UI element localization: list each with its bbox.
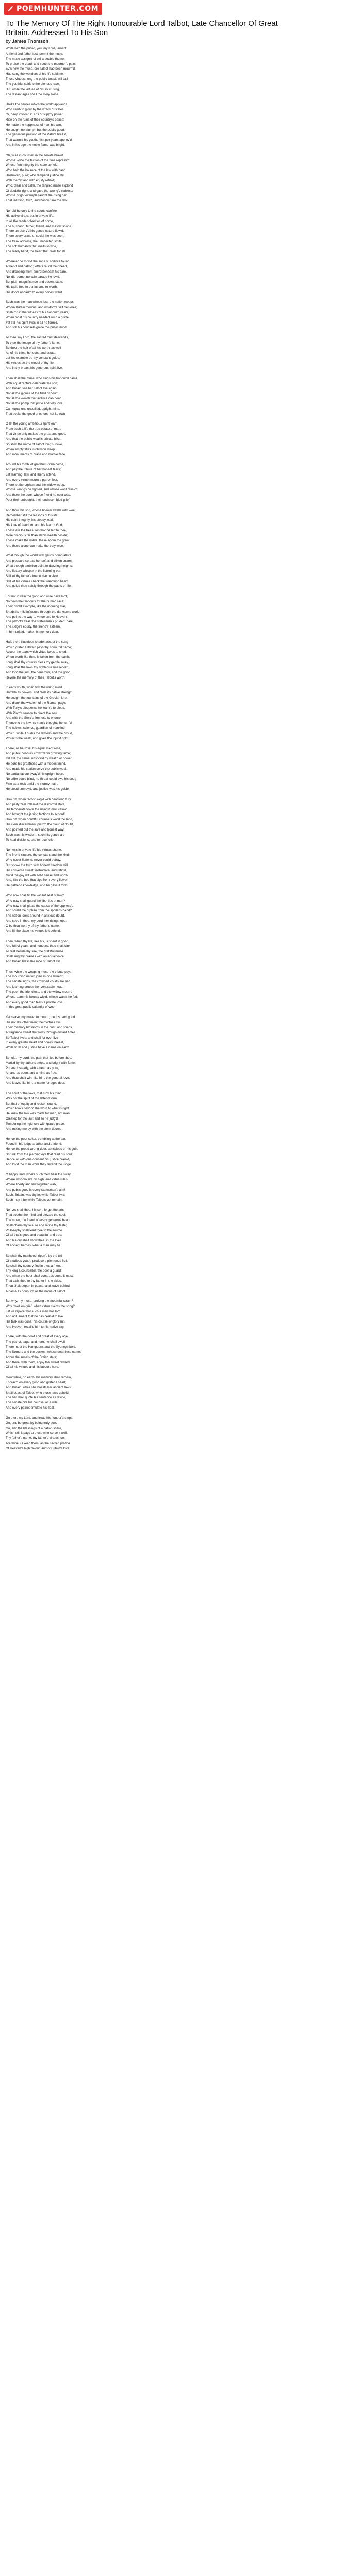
poem-line: And every good man feels a private loss	[6, 1000, 63, 1004]
poem-line: His temperate voice the rising tumult calm'd,	[6, 807, 69, 811]
poem-line: And every virtue mourn a patron lost.	[6, 478, 58, 482]
poem-line: He stood unmov'd, and justice was his guide.	[6, 787, 70, 791]
poem-line: Philosophy shall lead thee to the source	[6, 1228, 62, 1232]
poem-line: And flattery whisper in the listening ear;	[6, 569, 61, 573]
poem-line: That soothe the mind and elevate the soul;	[6, 1213, 66, 1217]
poem-line: Where liberty and law together walk,	[6, 1183, 57, 1187]
poem-line: More precious far than all his wealth beside;	[6, 534, 68, 537]
poem-line: Thy king a counsellor, the poor a guard;	[6, 1269, 62, 1273]
poem-line: And still his counsels guide the public mind.	[6, 326, 68, 330]
poem-line: His doors unbarr'd to every honest want.	[6, 290, 63, 294]
poem-line: Let us rejoice that such a man has liv'd,	[6, 1310, 62, 1314]
poem-line: No partial favour sway'd his upright heart,	[6, 772, 64, 776]
poem-line: The friend sincere, the constant and the kind;	[6, 853, 70, 857]
poem-line: And pleasure spread her soft and silken snares;	[6, 559, 74, 563]
stanza-break	[6, 964, 294, 970]
poem-line: Remember still the lessons of his life;	[6, 513, 59, 517]
poem-line: And pay the tribute of her honest tears;	[6, 468, 61, 472]
poem-line: His virtues be the model of thy life,	[6, 361, 55, 365]
poem-line: And long the just, the generous, and the good,	[6, 670, 71, 674]
poem-line: He sought no triumph but the public good:	[6, 128, 65, 132]
poem-line: He sought the fountains of the Grecian lore,	[6, 696, 68, 700]
poem-line: As of his titles, honours, and estate.	[6, 351, 57, 355]
poem-line: And party zeal inflam'd the discord'd state,	[6, 802, 65, 806]
poem-line: So Talbot lives; and shall for ever live	[6, 1036, 58, 1040]
poem-line: Which still it pays to those who serve it well.	[6, 1431, 68, 1435]
stanza-break	[6, 1167, 294, 1172]
poem-line: Was not the spirit of the letter'd form,	[6, 1096, 58, 1100]
poem-line: And public good is every statesman's aim!	[6, 1188, 65, 1192]
poem-line: Their bright example, like the morning star,	[6, 604, 66, 608]
poem-line: Shall charm thy leisure and refine thy taste;	[6, 1223, 67, 1227]
poem-line: Of all his virtues and his labours here.	[6, 1365, 59, 1369]
poem-line: The husband, father, friend, and master shone.	[6, 224, 72, 228]
poem-line: Accept the tears which virtue loves to shed,	[6, 650, 67, 654]
poem-line: Nor yet shall thou, his son, forget the arts	[6, 1208, 64, 1212]
stanza-break	[6, 1294, 294, 1299]
stanza-break	[6, 457, 294, 462]
poem-line: Found in his judge a father and a friend;	[6, 1142, 62, 1146]
poem-line: The senate sighs, the crowded courts are sad,	[6, 980, 71, 984]
poem-line: Let his example be thy constant guide,	[6, 356, 60, 360]
poem-line: But that of equity and reason sound,	[6, 1101, 57, 1106]
poem-line: And, like the bee that sips from every flower,	[6, 878, 69, 883]
poem-line: A friend and patron; letters rais'd their head,	[6, 265, 68, 269]
poem-line: Who now shall plead the cause of the oppress'd,	[6, 904, 74, 908]
poem-line: And leave, like him, a name for ages dear.	[6, 1081, 65, 1086]
poem-line: For not in vain the good and wise have liv'd,	[6, 595, 68, 599]
poem-line: Hail, then, illustrious shade! accept the song	[6, 640, 69, 644]
stanza-break	[6, 549, 294, 554]
poem-line: Yet cease, my muse, to mourn; the just and good	[6, 1015, 75, 1020]
poem-line: Shall boast of Talbot, who those laws upheld.	[6, 1391, 70, 1395]
poem-line: He made the happiness of man his aim,	[6, 123, 62, 127]
poem-line: Whose voice the faction of the time repress'd,	[6, 158, 70, 162]
poem-line: Rise on the ruins of their country's peace;	[6, 117, 64, 122]
stanza-break	[6, 503, 294, 508]
poem-line: The noblest science, guardian of mankind;	[6, 726, 66, 731]
poem-line: And sees in thee, my Lord, her rising hope;	[6, 919, 67, 923]
poem-line: Why dwell on grief, when virtue claims the song?	[6, 1304, 75, 1309]
poem-line: Whose tears his bounty wip'd, whose wants he fed;	[6, 995, 78, 999]
poem-line: The poor, the friendless, and the widow mourn,	[6, 990, 72, 994]
poem-line: Of doubtful right, and gave the wrong'd redress;	[6, 189, 73, 193]
poem-line: Oh, wise in counsel! in the senate brave!	[6, 153, 63, 157]
stanza-break	[6, 1202, 294, 1208]
poem-line: And pointed out the safe and honest way!	[6, 827, 64, 832]
poem-line: The Somers and the Lockes, whose deathless names	[6, 1350, 82, 1354]
poem-line: A friend and father lost; permit the muse,	[6, 52, 63, 56]
poem-line: A hand as open, and a mind as free;	[6, 1071, 57, 1075]
author-name: James Thomson	[12, 39, 49, 44]
poem-line: The nation looks around in anxious doubt,	[6, 914, 65, 918]
poem-line: Are thine; O keep them, as the sacred pledge	[6, 1442, 70, 1446]
poem-line: Still let thy father's image rise to view,	[6, 574, 59, 578]
poem-line: Who held the balance of the law with hand	[6, 168, 66, 173]
poem-line: And in his age the noble flame was bright.	[6, 143, 65, 147]
poem-line: Of Heaven's high favour, and of Britain's love.	[6, 1446, 70, 1450]
poem-line: The senate cite his counsel as a rule,	[6, 1401, 59, 1405]
poem-line: The mourning nation joins in one lament;	[6, 975, 63, 979]
poem-line: His active virtue; but in private life,	[6, 214, 54, 218]
poem-line: Which looks beyond the word to what is right.	[6, 1107, 70, 1111]
poem-line: And shield the orphan from the spoiler's hand?	[6, 909, 72, 913]
poem-line: When most his country needed such a guide.	[6, 315, 70, 319]
poem-line: And there, with them, enjoy the sweet reward	[6, 1360, 70, 1364]
poem-line: And guide thee safely through the paths of life.	[6, 584, 72, 588]
poem-line: But plain magnificence and decent state;	[6, 280, 63, 284]
poem-line: He bore his greatness with a modest mind,	[6, 761, 67, 766]
poem-line: Hence all with one consent his justice prais'd,	[6, 1157, 70, 1161]
stanza-break	[6, 1086, 294, 1091]
poem-line: Whose firm integrity the state upheld;	[6, 163, 59, 167]
poem-line: Those virtues, long the public boast, will call	[6, 77, 68, 81]
poem-line: O happy land, where such men bear the sway!	[6, 1173, 72, 1177]
poem-line: Revere the memory of their Talbot's worth.	[6, 675, 65, 680]
poem-line: And lov'd the man while they rever'd the judge.	[6, 1162, 72, 1166]
poem-line: Thence to the law his manly thoughts he turn'd,	[6, 721, 73, 725]
poem-line: Go, and be great by being truly good;	[6, 1421, 59, 1425]
poem-line: And when the hour shall come, as come it must,	[6, 1274, 74, 1278]
poem-line: That seeks the good of others, not its own.	[6, 412, 66, 416]
poem-line: The bar shall quote his sentence as divine,	[6, 1396, 67, 1400]
poem-line: Long shall the laws thy righteous rule record,	[6, 665, 69, 669]
poem-line: Not all the pomp that pride and folly love,	[6, 402, 64, 406]
poem-line: These are the treasures that he left to thee,	[6, 529, 67, 533]
poem-line: There unreserv'd his gentle nature flow'd,	[6, 229, 64, 233]
poem-line: The patriot, sage, and hero, he shall dwell;	[6, 1340, 66, 1344]
poem-line: Or, deep involv'd in arts of slipp'ry power,	[6, 112, 64, 116]
poem-line: His task was done, his course of glory run,	[6, 1319, 66, 1324]
poem-line: When worth like thine is taken from the earth.	[6, 655, 70, 659]
poem-line: Let learning, law, and liberty attend,	[6, 472, 56, 477]
poem-line: While truth and justice have a name on earth.	[6, 1046, 70, 1050]
poem-line: And history shall show thee, in the lives	[6, 1239, 61, 1243]
poem-line: Where wisdom sits on high, and virtue rules!	[6, 1178, 69, 1182]
poem-line: And thou shalt win, like him, the general love,	[6, 1076, 70, 1080]
stanza-break	[6, 1370, 294, 1375]
poem-author-link[interactable]	[6, 38, 294, 44]
poem-line: Pour their unbought, their undissembled grief.	[6, 498, 71, 502]
stanza-break	[6, 589, 294, 594]
poem-line: To heal divisions, and to reconcile.	[6, 838, 55, 842]
poem-line: And in thy breast his generous spirit live.	[6, 366, 63, 370]
poem-line: Of ancient heroes, what a man may be.	[6, 1244, 61, 1248]
poem-line: O let the young ambitious spirit learn	[6, 422, 58, 426]
stanza-break	[6, 1329, 294, 1334]
poem-line: Hence the poor suitor, trembling at the bar,	[6, 1137, 66, 1141]
poem-line: Which grateful Britain pays thy honour'd name;	[6, 645, 72, 649]
poem-line: The soft humanity that melts to woe,	[6, 244, 57, 248]
stanza-break	[6, 680, 294, 685]
poem-line: Nor less in private life his virtues shone,	[6, 848, 62, 852]
poem-line: And Britain see her Talbot live again.	[6, 386, 58, 391]
stanza-break	[6, 1050, 294, 1056]
poem-line: Such was the man whose loss the nation weeps,	[6, 300, 75, 304]
poem-line: The patriot's zeal, the statesman's prudent care,	[6, 620, 74, 624]
poem-line: There meet the Hampdens and the Sydneys bold,	[6, 1345, 76, 1349]
poem-body	[6, 46, 294, 1451]
poem-line: The youthful spirit to the glorious race,	[6, 82, 60, 86]
poem-line: Then shall the muse, who sings his honour'd name,	[6, 376, 78, 380]
poem-line: With mercy, and with equity refin'd;	[6, 178, 55, 182]
poem-line: With Plato's reason to direct the soul,	[6, 711, 58, 715]
poem-line: So shall thy manhood, ripen'd by the toil	[6, 1253, 62, 1258]
poem-line: The spirit of the laws, that rul'd his mind,	[6, 1091, 63, 1095]
poem-line: That warm'd his youth, his riper years approv'd,	[6, 138, 73, 142]
poem-line: Tempering the rigid rule with gentle grace,	[6, 1122, 65, 1126]
poem-line: Hence the proud wrong-doer, conscious of his guilt,	[6, 1147, 78, 1151]
poem-line: And made his station serve the public weal.	[6, 767, 68, 771]
poem-line: Thy father's name, thy father's virtues too,	[6, 1436, 65, 1440]
poem-line: So shall the name of Talbot long survive,	[6, 442, 63, 446]
poem-line: There let the orphan and the widow weep,	[6, 483, 65, 487]
poem-line: And thou, his son, whose bosom swells with woe,	[6, 508, 76, 512]
site-brand-name: POEMHUNTER.COM	[17, 5, 99, 13]
poem-line: Such was his wisdom, such his gentle art,	[6, 833, 65, 837]
stanza-break	[6, 330, 294, 335]
poem-line: Go then, my Lord, and tread his honour'd steps;	[6, 1416, 73, 1420]
poem-line: What though ambition point to dazzling heights,	[6, 564, 73, 568]
poem-line: Sheds its mild influence through the darksome world,	[6, 609, 81, 614]
poem-line: And that the public weal is private bliss.	[6, 437, 61, 441]
poem-line: O be thou worthy of thy father's name,	[6, 924, 60, 928]
poem-line: Pursue it steady, with a heart as pure,	[6, 1066, 59, 1070]
poem-line: To rest beside thy sire, the grateful muse	[6, 950, 63, 954]
poem-line: Nor did he only to the courts confine	[6, 209, 57, 213]
poem-line: Protects the weak, and gives the injur'd right.	[6, 736, 69, 740]
poem-line: Be thou the heir of all his worth, as well	[6, 346, 61, 350]
poem-line: Whose bright example taught the rising bar	[6, 194, 67, 198]
poem-line: Then, when thy life, like his, is spent in good,	[6, 939, 69, 943]
stanza-break	[6, 417, 294, 422]
poem-line: The muse assign'd of old a double theme,	[6, 57, 65, 61]
poem-line: And with the Stoic's firmness to endure.	[6, 716, 62, 720]
poem-line: The muse, the friend of every generous heart,	[6, 1218, 71, 1222]
poem-line: He knew the law was made for man, not man	[6, 1112, 70, 1116]
poem-line: And points the way to virtue and to Heaven.	[6, 615, 68, 619]
poem-line: Around his tomb let grateful Britain come,	[6, 463, 64, 467]
poem-line: The judge's equity, the friend's esteem,	[6, 625, 61, 629]
poem-line: Who, clear and calm, the tangled maze explor'd	[6, 183, 73, 188]
poem-line: And Britain bless the race of Talbot still.	[6, 959, 61, 963]
poem-line: And every patriot emulate his zeal.	[6, 1406, 55, 1410]
poem-line: And drank the wisdom of the Roman page;	[6, 701, 67, 705]
poem-line: To thee the image of thy father's fame;	[6, 341, 60, 345]
stanza-break	[6, 1411, 294, 1416]
poem-line: The ready hand, the heart that feels for all.	[6, 249, 66, 253]
stanza-break	[6, 792, 294, 797]
poem-line: And drooping merit smil'd beneath his care.	[6, 270, 67, 274]
poem-line: Of studious youth, produce a plenteous fruit;	[6, 1259, 69, 1263]
poem-line: And public honours crown'd his growing fame;	[6, 752, 71, 756]
stanza-break	[6, 255, 294, 260]
poem-line: Ev'n now the muse, ere Talbot had been mourn'd,	[6, 67, 76, 71]
poem-line: And brought the jarring factions to accord!	[6, 812, 65, 817]
quill-icon	[7, 5, 14, 12]
poem-line: Can equal one unsullied, upright mind,	[6, 406, 60, 411]
poem-line: Whose wrongs he righted, and whose want reliev'd;	[6, 488, 79, 492]
poem-line: Snatch'd in the fulness of his honour'd years,	[6, 310, 69, 314]
poem-line: The distant ages shall the story bless.	[6, 92, 59, 96]
poem-line: Still let his virtues check the wand'ring heart,	[6, 579, 69, 583]
stanza-break	[6, 1248, 294, 1253]
poem-line: But, while the virtues of his soul I sing,	[6, 87, 60, 91]
poem-line: That calls thee to thy father in the skies,	[6, 1279, 62, 1283]
poem-line: Of all that's good and beautiful and true;	[6, 1233, 62, 1238]
poem-line: He gather'd knowledge, and he gave it forth.	[6, 884, 69, 888]
poem-line: And mixing mercy with the stern decree.	[6, 1127, 63, 1131]
poem-line: Yet still his spirit lives in all he form'd,	[6, 320, 58, 325]
site-header	[0, 0, 361, 18]
stanza-break	[6, 204, 294, 209]
stanza-break	[6, 97, 294, 102]
poem-line: To praise the dead, and sooth the mourner's pain;	[6, 62, 76, 66]
poem-line: In all the tender charities of home,	[6, 219, 54, 223]
poem-line: A name as honour'd as the name of Talbot.	[6, 1289, 67, 1293]
poem-line: Who now shall guard the liberties of man?	[6, 899, 65, 903]
poem-line: Yet still the same, unspoil'd by wealth or power,	[6, 757, 73, 761]
stanza-break	[6, 741, 294, 747]
poem-line: How oft, when faction rag'd with headlong fury,	[6, 797, 72, 801]
site-logo[interactable]	[4, 3, 102, 15]
poem-line: His love of freedom, and his fear of God.	[6, 523, 63, 528]
poem-line: From such a life the true estate of man;	[6, 427, 61, 431]
stanza-break	[6, 635, 294, 640]
poem-line: Shrunk from the piercing eye that read his soul;	[6, 1152, 73, 1156]
poem-line: Such, Britain, was thy lot while Talbot liv'd;	[6, 1193, 65, 1197]
poem-line: Had sung the wonders of his life sublime.	[6, 72, 64, 76]
poem-line: His clear discernment pierc'd the cloud of doubt,	[6, 823, 74, 827]
poem-line: A fragrance sweet that lasts through distant times.	[6, 1030, 76, 1035]
poem-title: To The Memory Of The Right Honourable Lord Talbot, Late Chancellor Of Great Britain. Addressed To His Son	[6, 19, 278, 37]
poem-line: In early youth, when first the rising mind	[6, 686, 62, 690]
poem-line: Not vain their labours for the human race;	[6, 599, 64, 603]
poem-line: In every grateful heart and honest breast,	[6, 1041, 64, 1045]
poem-line: Die not like other men; their virtues live,	[6, 1021, 62, 1024]
poem-line: No idle pomp, no vain parade he lov'd,	[6, 275, 60, 279]
poem-line: Which, while it curbs the lawless and the proud,	[6, 731, 73, 735]
poem-line: There every grace of social life was seen,	[6, 234, 64, 239]
poem-line: Who now shall fill the vacant seat of law?	[6, 893, 64, 897]
poem-line: Thus, while the weeping muse the tribute pays,	[6, 970, 72, 974]
poem-line: And fill the place his virtues left behind.	[6, 929, 61, 933]
poem-line: Mix'd the gay wit with solid sense and worth;	[6, 873, 69, 877]
poem-line: Unshaken, pure; who temper'd justice still	[6, 174, 64, 178]
stanza-break	[6, 148, 294, 153]
poem-line: His calm integrity, his steady zeal,	[6, 518, 54, 522]
poem-line: Firm as a rock amid the stormy main,	[6, 782, 58, 786]
stanza-break	[6, 295, 294, 300]
poem-line: And Heaven recall'd him to his native sky.	[6, 1325, 64, 1329]
poem-line: Behold, my Lord, the path that lies before thee,	[6, 1056, 72, 1060]
poem-line: With Tully's eloquence he learn'd to plead,	[6, 706, 65, 710]
poem-line: Where'er he mov'd the sons of science found	[6, 260, 70, 264]
poem-line: The frank address, the unaffected smile,	[6, 240, 63, 244]
poem-line: There, with the good and great of every age,	[6, 1335, 69, 1339]
poem-line: Unlike the heroes which the world applauds,	[6, 103, 69, 107]
stanza-break	[6, 934, 294, 939]
poem-line: Go, and the blessings of a nation share,	[6, 1426, 62, 1430]
poem-line: Whom Britain mourns, and wisdom's self deplores;	[6, 306, 77, 310]
poem-line: Created for the law; and so he judg'd,	[6, 1117, 59, 1121]
poem-line: Engrav'd on every good and grateful heart;	[6, 1380, 67, 1384]
stanza-break	[6, 888, 294, 893]
poem-line: While with the public, you, my Lord, lament	[6, 47, 67, 50]
poem-line: There, as he rose, his equal merit rose,	[6, 747, 61, 751]
author-prefix: by	[6, 39, 11, 44]
poem-line: So shall thy country find in thee a friend,	[6, 1264, 63, 1268]
poem-line: His converse sweet, instructive, and refin'd,	[6, 868, 67, 872]
poem-line: What though the world with gaudy pomp allure,	[6, 554, 72, 558]
poem-line: These make the noble, these adorn the great,	[6, 538, 71, 543]
poem-line: But spoke the truth with honest freedom still.	[6, 863, 69, 867]
poem-line: That virtue only makes the great and good,	[6, 432, 67, 436]
poem-line: Long shall thy country bless thy gentle sway,	[6, 660, 69, 665]
poem-line: And full of years, and honours, thou shalt sink	[6, 944, 71, 948]
poem-line: When empty titles in oblivion sleep,	[6, 447, 56, 451]
poem-line: His table free to genius and to worth,	[6, 285, 58, 289]
poem-line: No bribe could blind, no threat could awe his soul;	[6, 777, 76, 781]
poem-line: Adorn the annals of the British state;	[6, 1355, 57, 1359]
stanza-break	[6, 371, 294, 376]
poem-line: With equal rapture celebrate the son,	[6, 381, 58, 385]
poem-line: Meanwhile, on earth, his memory shall remain,	[6, 1376, 72, 1380]
poem-line: The generous passion of the Patriot breast,	[6, 133, 67, 137]
poem-line: That learning, truth, and honour are the law.	[6, 199, 68, 203]
poem-line: Thou shalt depart in peace, and leave behind	[6, 1284, 70, 1288]
poem-line: And learning droops her venerable head.	[6, 985, 64, 989]
poem-line: Not all the glories of the field or court,	[6, 392, 59, 396]
poem-line: Who climb to glory by the wreck of states,	[6, 108, 65, 112]
stanza-break	[6, 842, 294, 848]
poem-line: In this great public calamity of woe.	[6, 1005, 56, 1009]
poem-line: And there the poor, whose friend he ever was,	[6, 493, 71, 497]
poem-container	[6, 19, 294, 1451]
poem-line: Such may it be while Talbots yet remain.	[6, 1198, 63, 1202]
poem-line: Who never flatter'd, never could betray,	[6, 858, 61, 862]
poem-line: In him united, make his memory dear.	[6, 630, 59, 634]
poem-line: And Britain, while she boasts her ancient laws,	[6, 1385, 72, 1389]
stanza-break	[6, 1132, 294, 1137]
poem-line: Mark'd by thy father's steps, and bright with fame;	[6, 1061, 76, 1065]
poem-line: And monuments of brass and marble fade.	[6, 452, 66, 456]
stanza-break	[6, 1010, 294, 1015]
poem-line: But why, my muse, prolong the mournful strain?	[6, 1299, 73, 1303]
poem-line: To thee, my Lord, the sacred trust descends,	[6, 336, 69, 340]
poem-line: And these alone can make the truly wise.	[6, 544, 64, 548]
poem-line: And not lament that he has ceas'd to live.	[6, 1314, 64, 1318]
poem-line: Shall sing thy praises with an equal voice,	[6, 955, 65, 959]
poem-line: Unfolds its powers, and feels its native strength,	[6, 691, 74, 695]
poem-line: How oft, when doubtful counsels vex'd the land,	[6, 818, 73, 822]
poem-line: Their memory blossoms in the dust, and sheds	[6, 1025, 72, 1029]
poem-line: Not all the wealth that avarice can heap,	[6, 397, 63, 401]
